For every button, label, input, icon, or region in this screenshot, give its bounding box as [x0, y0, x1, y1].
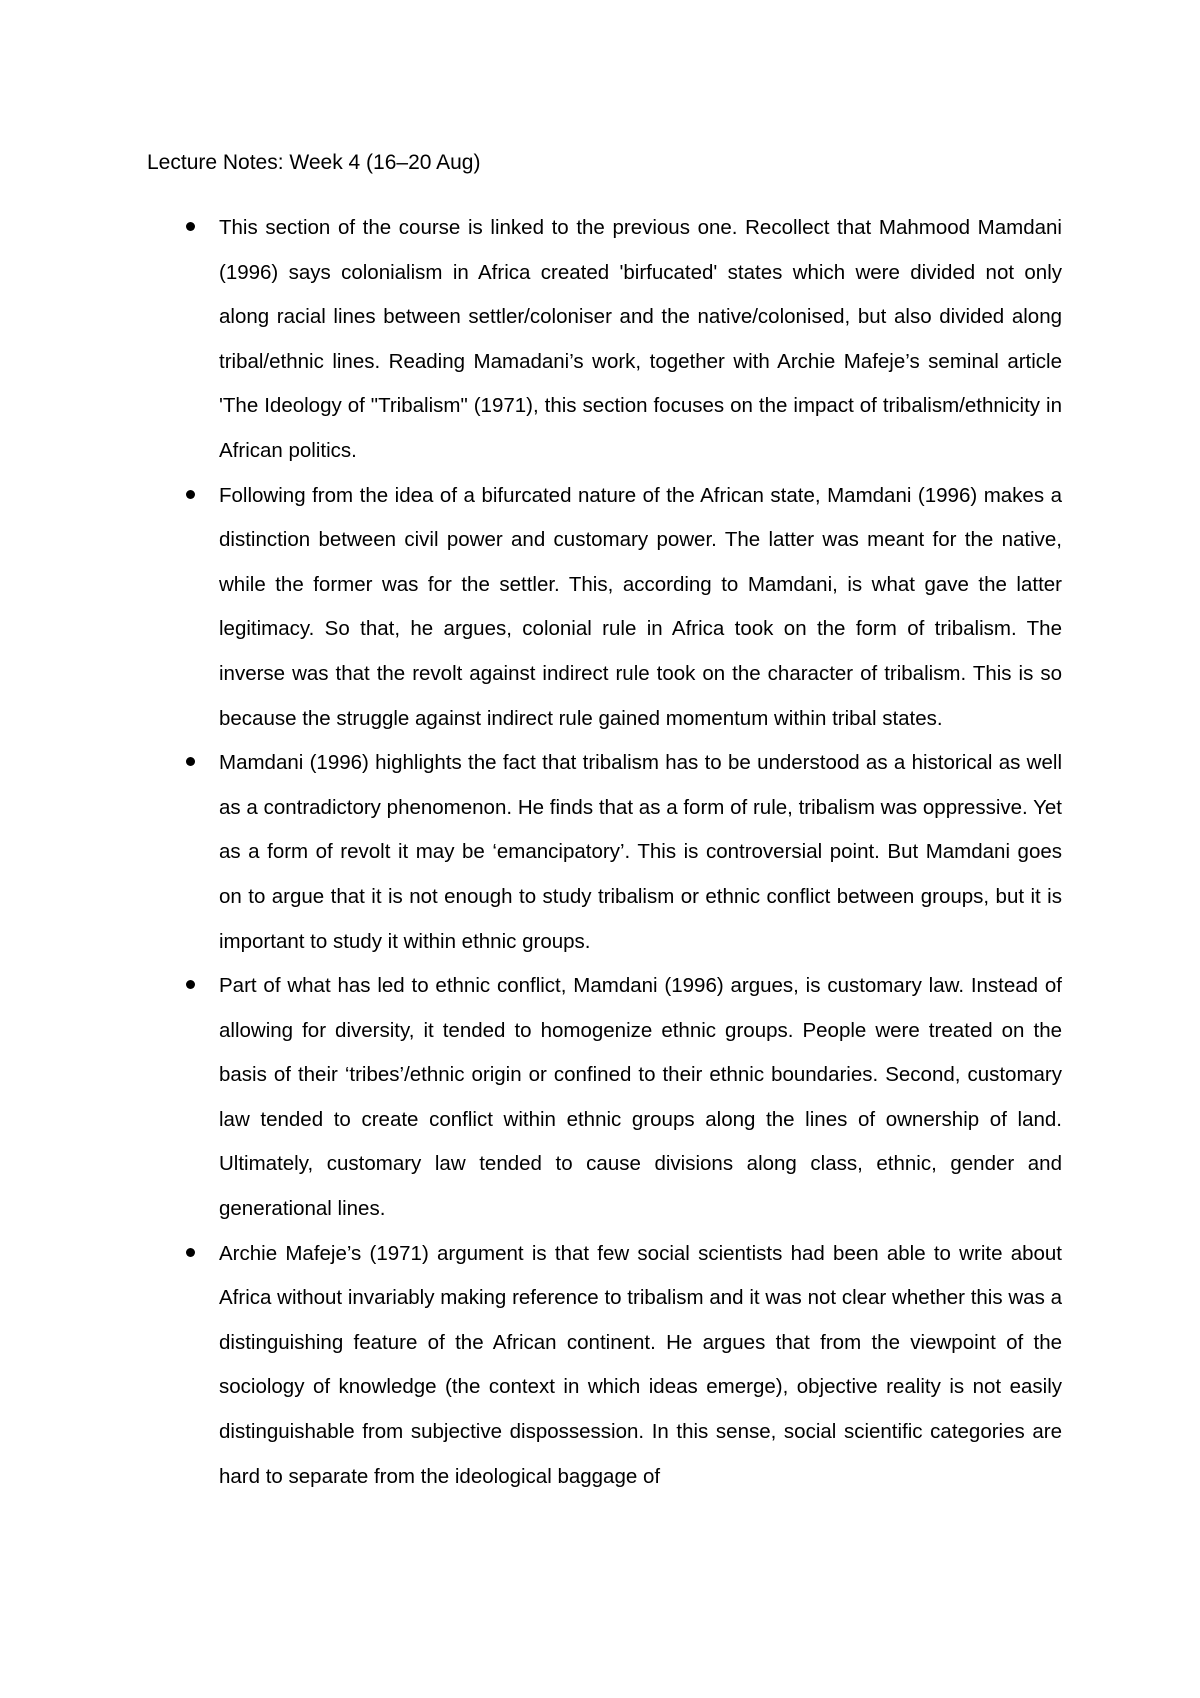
bullet-text: Mamdani (1996) highlights the fact that tribalism has to be understood as a historical as well as a contradictory phenomenon. He finds that as a form of rule, tribalism was oppressive. Yet as a form of revolt it may be ‘emancipatory’. This is controversial point. But Mamdani goes on to argue that it is not enough to study tribalism or ethnic conflict between groups, but it is important to study it within ethnic groups.: [219, 751, 1062, 953]
bullet-text: This section of the course is linked to the previous one. Recollect that Mahmood Mamdani (1996) says colonialism in Africa created 'birfucated' states which were divided not only along racial lines between settler/coloniser and the native/colonised, but also divided along tribal/ethnic lines. Reading Mamadani’s work, together with Archie Mafeje’s seminal article 'The Ideology of "Tribalism" (1971), this section focuses on the impact of tribalism/ethnicity in African politics.: [219, 216, 1062, 462]
bullet-icon: [186, 980, 195, 989]
list-item: [0, 741, 1200, 964]
list-item: [0, 964, 1200, 1232]
document-title: Lecture Notes: Week 4 (16–20 Aug): [147, 151, 481, 174]
list-item: [0, 206, 1200, 474]
bullet-list: [0, 206, 1200, 1499]
list-item: [0, 1232, 1200, 1500]
bullet-icon: [186, 490, 195, 499]
bullet-icon: [186, 757, 195, 766]
bullet-icon: [186, 222, 195, 231]
bullet-icon: [186, 1248, 195, 1257]
bullet-text: Part of what has led to ethnic conflict, Mamdani (1996) argues, is customary law. Instead of allowing for diversity, it tended to homogenize ethnic groups. People were treated on the basis of their ‘tribes’/ethnic origin or confined to their ethnic boundaries. Second, customary law tended to create conflict within ethnic groups along the lines of ownership of land. Ultimately, customary law tended to cause divisions along class, ethnic, gender and generational lines.: [219, 974, 1062, 1221]
bullet-text: Following from the idea of a bifurcated nature of the African state, Mamdani (1996) makes a distinction between civil power and customary power. The latter was meant for the native, while the former was for the settler. This, according to Mamdani, is what gave the latter legitimacy. So that, he argues, colonial rule in Africa took on the form of tribalism. The inverse was that the revolt against indirect rule took on the character of tribalism. This is so because the struggle against indirect rule gained momentum within tribal states.: [219, 483, 1062, 730]
list-item: [0, 474, 1200, 742]
bullet-text: Archie Mafeje’s (1971) argument is that few social scientists had been able to write about Africa without invariably making reference to tribalism and it was not clear whether this was a distinguishing feature of the African continent. He argues that from the viewpoint of the sociology of knowledge (the context in which ideas emerge), objective reality is not easily distinguishable from subjective dispossession. In this sense, social scientific categories are hard to separate from the ideological baggage of: [219, 1241, 1062, 1488]
